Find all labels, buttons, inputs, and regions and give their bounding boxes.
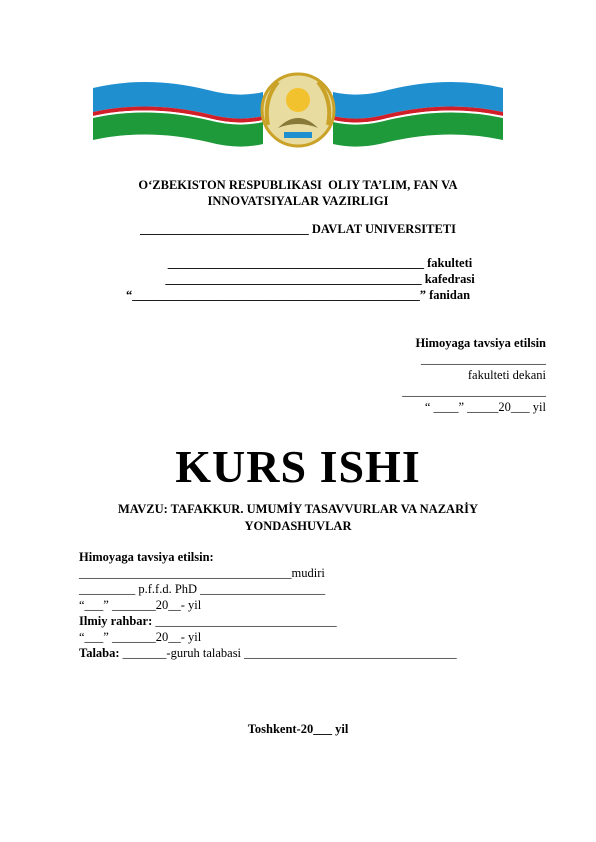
ministry-line1: O‘ZBEKISTON RESPUBLIKASI OLIY TA’LIM, FAN VA xyxy=(138,178,458,192)
advisor-line xyxy=(79,614,337,629)
approval-top-blank2: _______________________ xyxy=(402,384,546,398)
date-line-1: “___” _______20__- yil xyxy=(79,598,202,612)
topic-line1: MAVZU: TAFAKKUR. UMUMİY TASAVVURLAR VA NAZARİY xyxy=(118,502,478,516)
approval-top-blank1: ____________________ xyxy=(421,352,546,366)
approval-top-label: Himoyaga tavsiya etilsin xyxy=(415,336,546,350)
department-line: _________________________________________ kafedrasi xyxy=(165,272,475,286)
approval-bottom-label: Himoyaga tavsiya etilsin: xyxy=(79,550,214,564)
mudiri-line: __________________________________mudiri xyxy=(79,566,325,580)
student-rest: _______-guruh talabasi __________________________________ xyxy=(119,646,457,660)
date-line-2: “___” _______20__- yil xyxy=(79,630,202,644)
advisor-label: Ilmiy rahbar: xyxy=(79,614,153,628)
advisor-blank: _____________________________ xyxy=(152,614,337,628)
faculty-line: _________________________________________ fakulteti xyxy=(167,256,473,270)
ministry-line2: INNOVATSIYALAR VAZIRLIGI xyxy=(207,194,389,208)
topic-line2: YONDASHUVLAR xyxy=(244,519,352,533)
document-title: KURS ISHI xyxy=(175,441,421,492)
emblem-flags-icon xyxy=(88,70,508,150)
student-line xyxy=(79,646,457,661)
state-emblem-with-flags xyxy=(88,70,508,150)
dean-label: fakulteti dekani xyxy=(467,368,546,382)
student-label: Talaba: xyxy=(79,646,120,660)
phd-line: _________ p.f.f.d. PhD ____________________ xyxy=(79,582,326,596)
subject-line: “______________________________________________” fanidan xyxy=(125,288,471,302)
university-line: ___________________________ DAVLAT UNIVERSITETI xyxy=(139,222,457,236)
approval-top-date: “ ____” _____20___ yil xyxy=(424,400,546,414)
footer-city-year: Toshkent-20___ yil xyxy=(247,722,349,736)
